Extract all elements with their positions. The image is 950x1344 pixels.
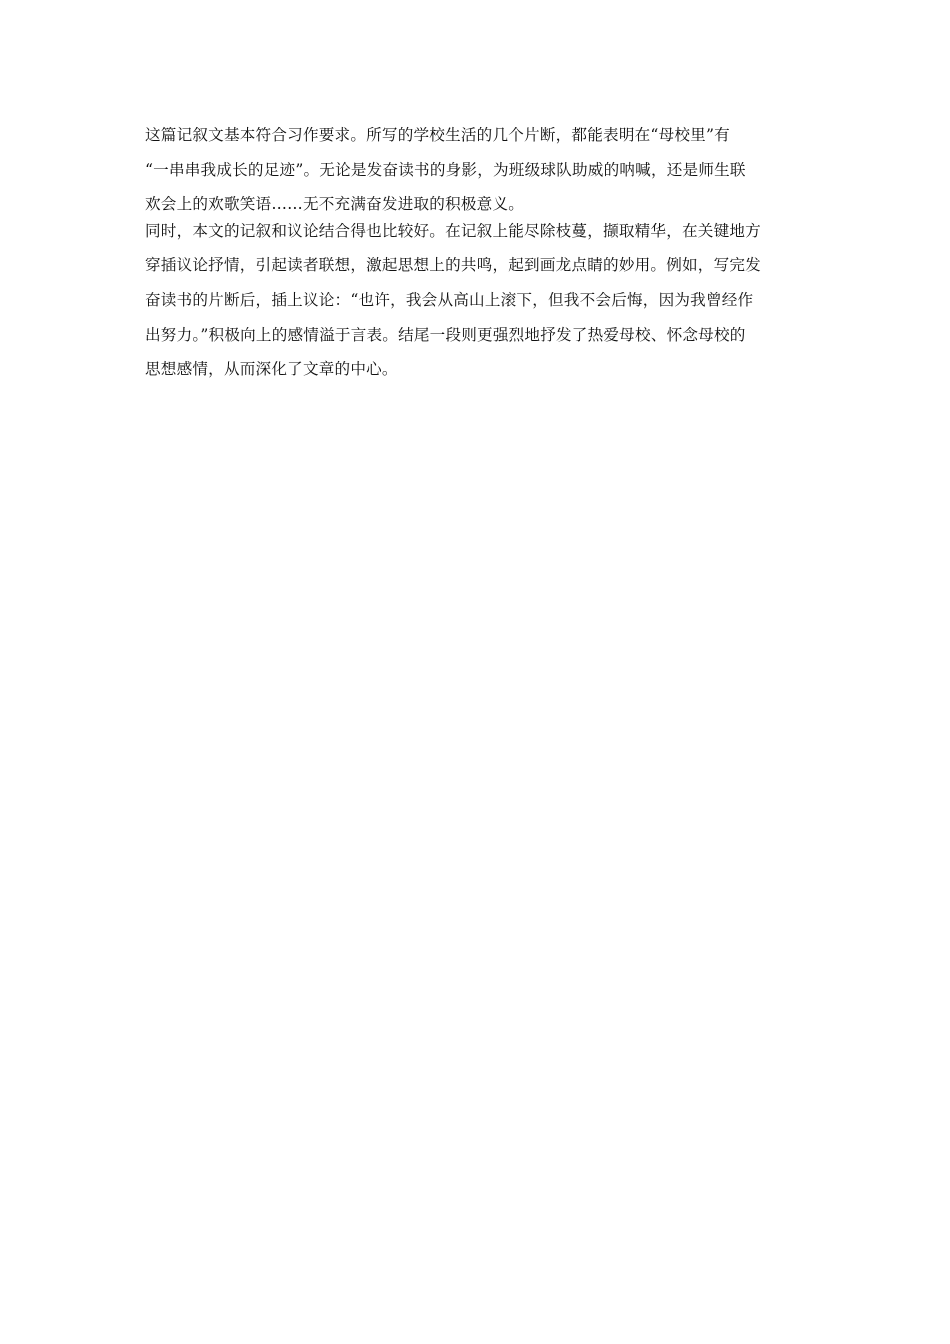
text-line: 欢会上的欢歌笑语……无不充满奋发进取的积极意义。 [145, 195, 525, 214]
text-line: 这篇记叙文基本符合习作要求。所写的学校生活的几个片断，都能表明在“母校里”有 [145, 126, 730, 144]
text-line: “一串串我成长的足迹”。无论是发奋读书的身影，为班级球队助威的呐喊，还是师生联 [145, 160, 746, 179]
text-line: 思想感情，从而深化了文章的中心。 [145, 360, 398, 379]
document-body [145, 118, 807, 387]
text-line: 出努力。”积极向上的感情溢于言表。结尾一段则更强烈地抒发了热爱母校、怀念母校的 [145, 325, 746, 344]
paragraph-analysis [145, 214, 807, 387]
text-line: 同时，本文的记叙和议论结合得也比较好。在记叙上能尽除枝蔓，撷取精华，在关键地方 [145, 221, 761, 240]
text-line: 穿插议论抒情，引起读者联想，激起思想上的共鸣，起到画龙点睛的妙用。例如，写完发 [145, 256, 761, 275]
paragraph-summary [145, 118, 807, 222]
text-line: 奋读书的片断后，插上议论：“也许，我会从高山上滚下，但我不会后悔，因为我曾经作 [145, 290, 754, 309]
